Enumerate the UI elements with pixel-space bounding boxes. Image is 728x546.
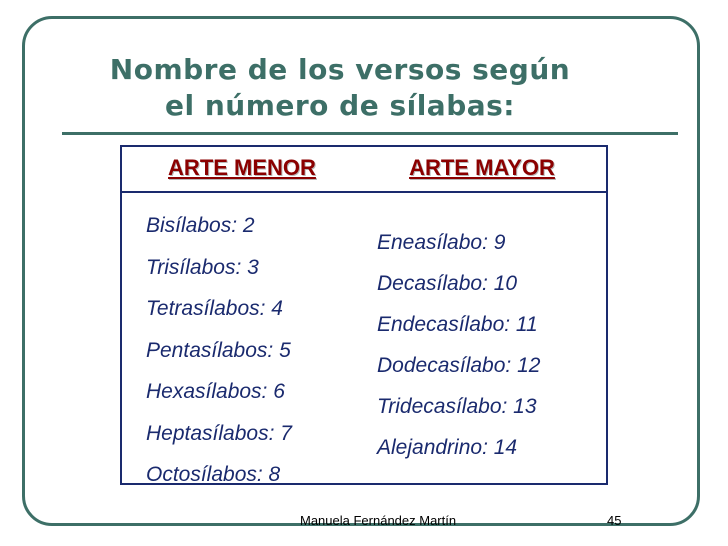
footer-author: Manuela Fernández Martín: [300, 513, 457, 528]
list-item: Tetrasílabos: 4: [146, 297, 283, 320]
slide-title-line-1: Nombre de los versos según: [109, 53, 571, 86]
verse-table: [120, 145, 608, 485]
list-item: Tridecasílabo: 13: [377, 395, 537, 418]
footer-page-number: 45: [607, 513, 622, 528]
list-item: Octosílabos: 8: [146, 463, 281, 486]
slide-title: [60, 52, 620, 124]
list-item: Heptasílabos: 7: [146, 421, 292, 445]
table-header-divider: [122, 191, 606, 193]
arte-mayor-list: [377, 222, 540, 468]
list-item: Bisílabos: 2: [146, 214, 255, 237]
list-item: Pentasílabos: 5: [146, 338, 291, 362]
title-divider: [62, 132, 678, 135]
arte-menor-list: [146, 205, 292, 496]
list-item: Endecasílabo: 11: [377, 313, 538, 336]
list-item: Hexasílabos: 6: [146, 380, 285, 403]
arte-menor-header: ARTE MENOR: [168, 155, 316, 180]
list-item: Trisílabos: 3: [146, 255, 259, 279]
list-item: Decasílabo: 10: [377, 272, 518, 295]
list-item: Eneasílabo: 9: [377, 231, 506, 254]
slide-title-line-2: el número de sílabas:: [165, 89, 515, 122]
arte-mayor-header: ARTE MAYOR: [409, 155, 555, 180]
list-item: Alejandrino: 14: [377, 436, 518, 459]
list-item: Dodecasílabo: 12: [377, 354, 541, 377]
